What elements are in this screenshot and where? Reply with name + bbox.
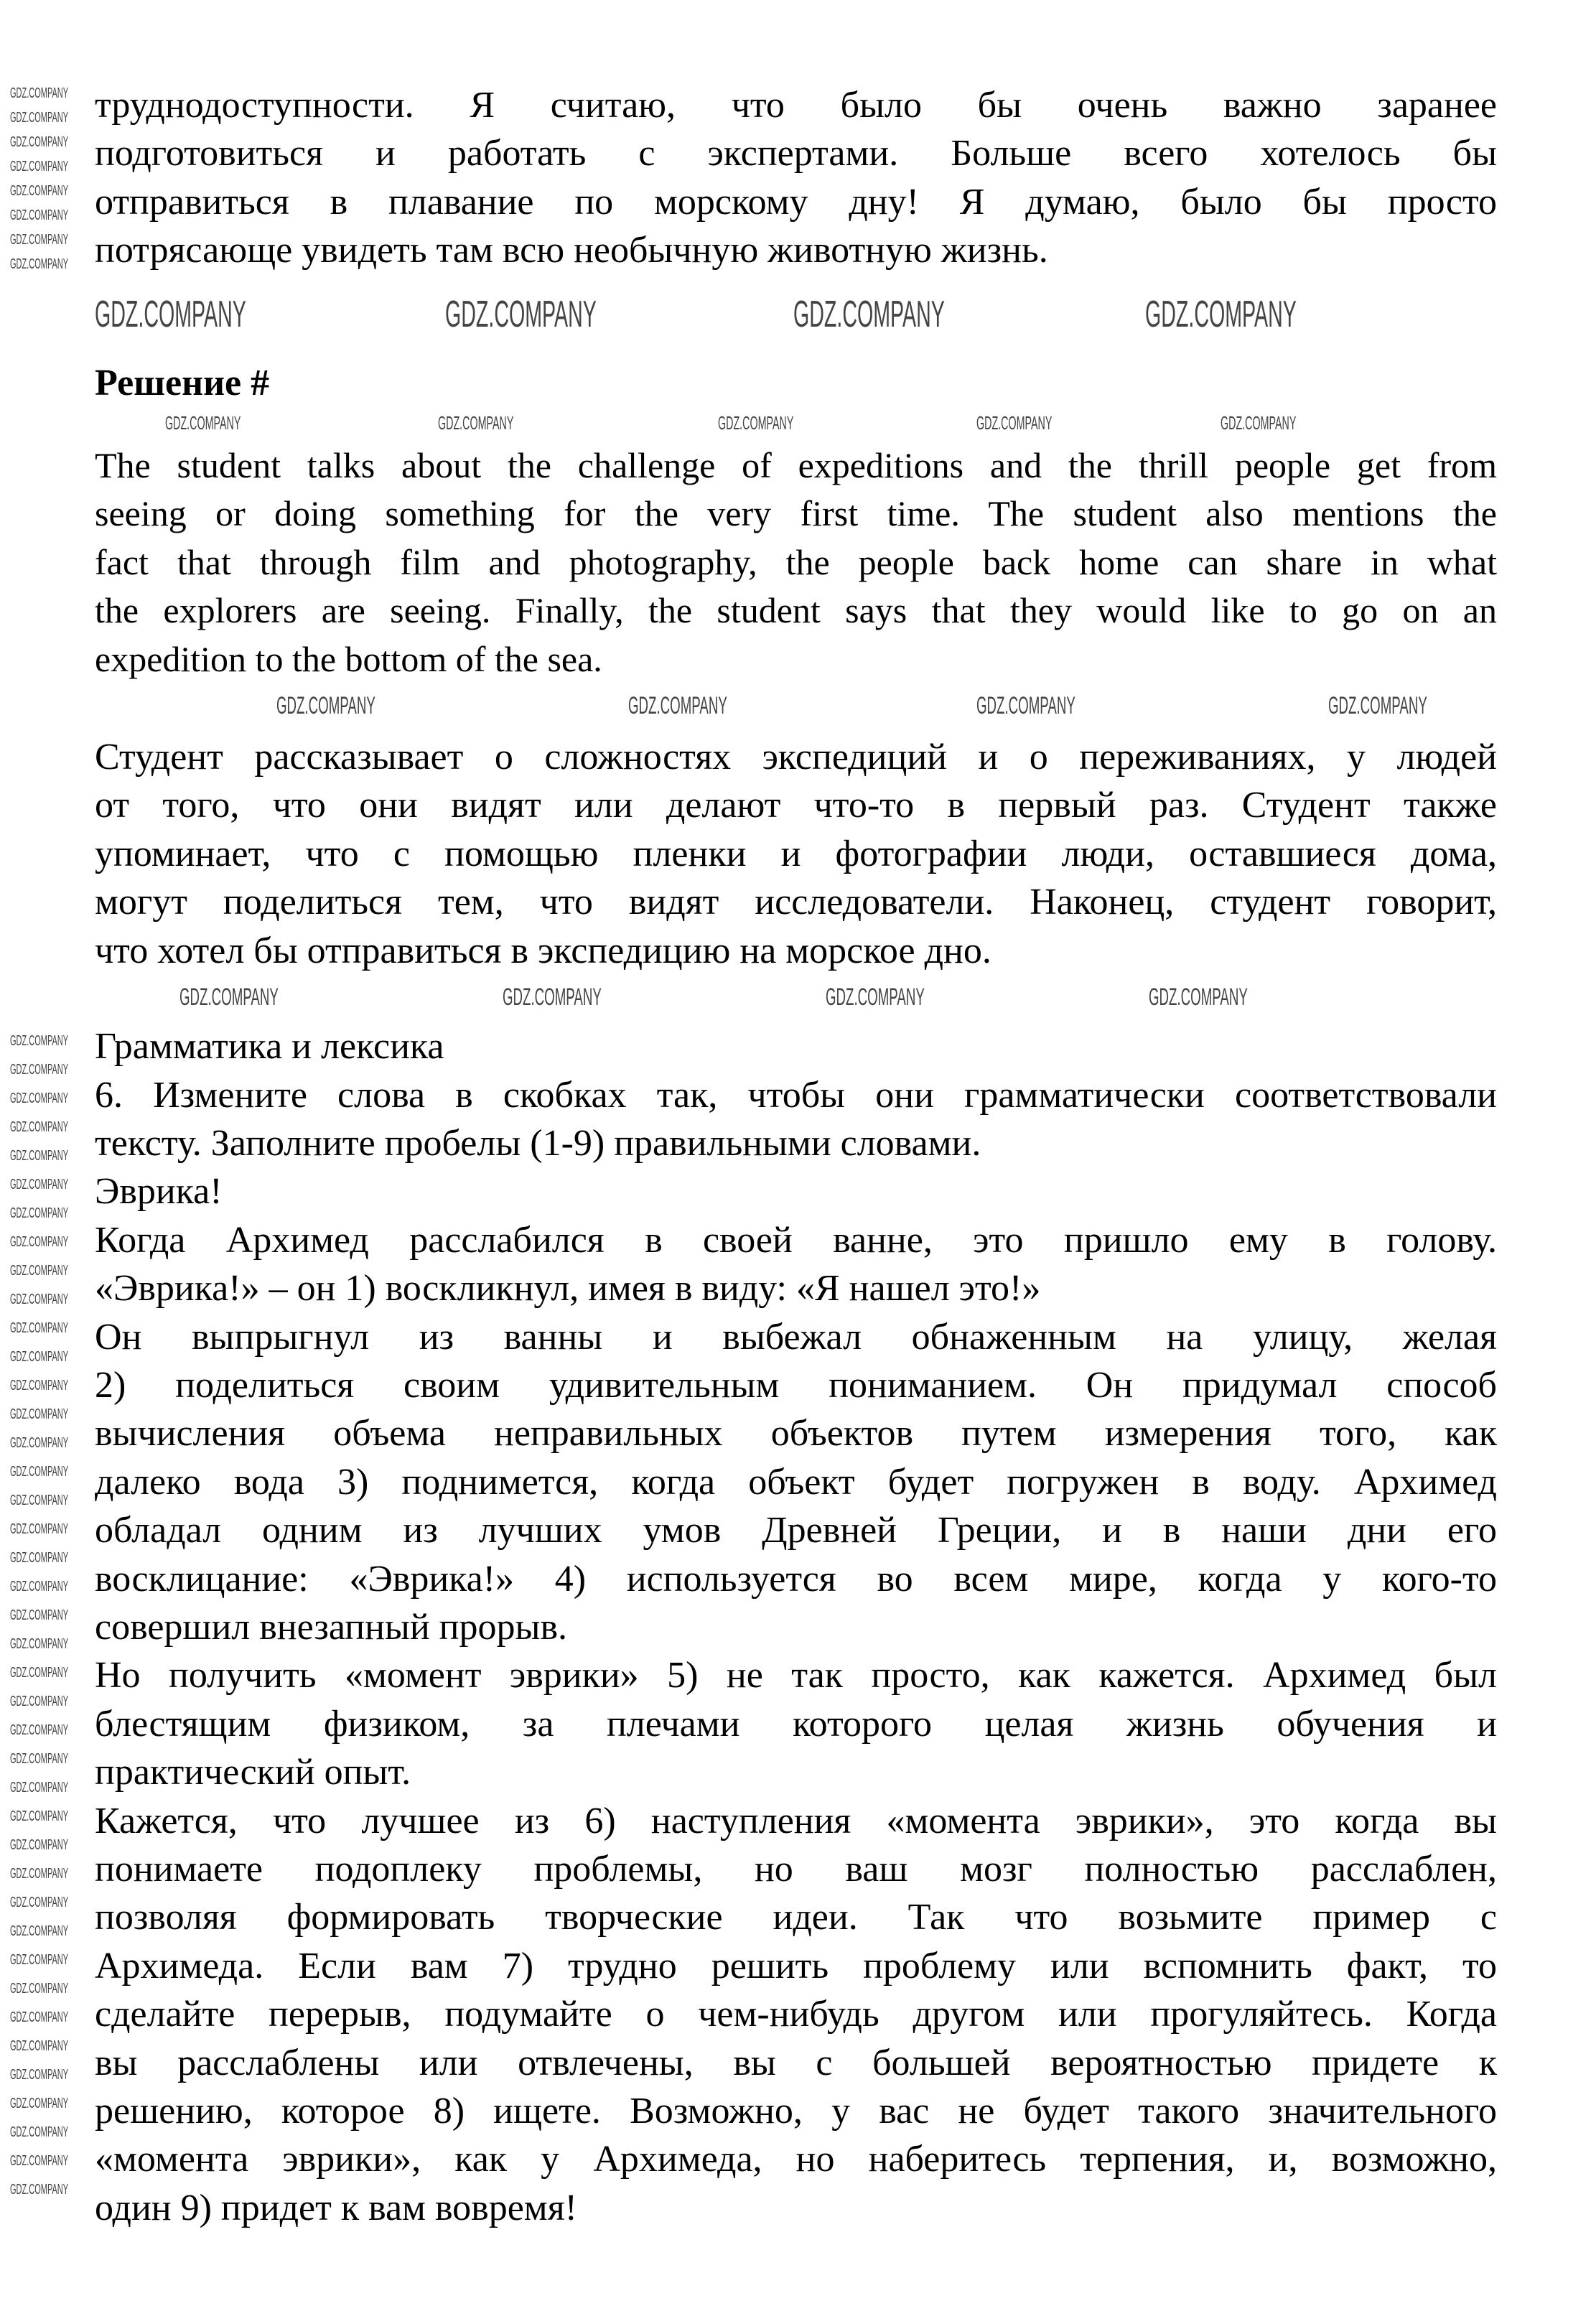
text-line: Но получить «момент эврики» 5) не так просто, как кажется. Архимед был [95, 1655, 1497, 1696]
text-line: Он выпрыгнул из ванны и выбежал обнаженным на улицу, желая [95, 1316, 1497, 1358]
document-page [95, 81, 1497, 2232]
watermark: GDZ.COMPANY [10, 1320, 69, 1336]
text-line: вычисления объема неправильных объектов путем измерения того, как [95, 1413, 1497, 1455]
grammar-section-title: Грамматика и лексика [95, 1026, 444, 1068]
text-line: expedition to the bottom of the sea. [95, 638, 602, 679]
watermark: GDZ.COMPANY [10, 2124, 69, 2140]
watermark: GDZ.COMPANY [10, 2182, 69, 2198]
text-line: от того, что они видят или делают что-то в первый раз. Студент также [95, 785, 1497, 826]
watermark: GDZ.COMPANY [1328, 692, 1427, 719]
watermark: GDZ.COMPANY [10, 1464, 69, 1480]
exercise-text [95, 1071, 1497, 2233]
intro-paragraph [95, 81, 1497, 275]
russian-solution-paragraph [95, 733, 1497, 975]
watermark: GDZ.COMPANY [10, 2038, 69, 2054]
english-solution-paragraph [95, 442, 1497, 683]
watermark: GDZ.COMPANY [10, 1665, 69, 1681]
watermark: GDZ.COMPANY [10, 1349, 69, 1365]
exercise-paragraph [95, 1313, 1497, 1652]
watermark: GDZ.COMPANY [10, 159, 69, 174]
text-line: seeing or doing something for the very first time. The student also mentions the [95, 493, 1497, 534]
exercise-paragraph [95, 1216, 1497, 1313]
text-line: fact that through film and photography, the people back home can share in what [95, 541, 1497, 582]
text-line: понимаете подоплеку проблемы, но ваш мозг полностью расслаблен, [95, 1849, 1497, 1890]
watermark: GDZ.COMPANY [10, 1866, 69, 1882]
watermark: GDZ.COMPANY [10, 1923, 69, 1939]
exercise-paragraph [95, 1797, 1497, 2233]
text-line: подготовиться и работать с экспертами. Больше всего хотелось бы [95, 133, 1497, 174]
text-line: «Эврика!» – он 1) воскликнул, имея в виду: «Я нашел это!» [95, 1268, 1041, 1309]
watermark: GDZ.COMPANY [445, 294, 597, 335]
text-line: совершил внезапный прорыв. [95, 1606, 567, 1648]
text-line: блестящим физиком, за плечами которого целая жизнь обучения и [95, 1703, 1497, 1745]
watermark: GDZ.COMPANY [718, 412, 794, 434]
watermark: GDZ.COMPANY [10, 1722, 69, 1738]
watermark: GDZ.COMPANY [10, 183, 69, 199]
watermark: GDZ.COMPANY [10, 2009, 69, 2025]
watermark: GDZ.COMPANY [10, 1148, 69, 1164]
watermark: GDZ.COMPANY [1145, 294, 1297, 335]
watermark: GDZ.COMPANY [976, 412, 1053, 434]
exercise-paragraph [95, 1651, 1497, 1796]
text-line: Когда Архимед расслабился в своей ванне, это пришло ему в голову. [95, 1219, 1497, 1261]
watermark: GDZ.COMPANY [10, 1406, 69, 1422]
text-line: Эврика! [95, 1171, 223, 1213]
text-line: решению, которое 8) ищете. Возможно, у вас не будет такого значительного [95, 2091, 1497, 2132]
text-line: потрясающе увидеть там всю необычную животную жизнь. [95, 230, 1048, 271]
text-line: далеко вода 3) поднимется, когда объект будет погружен в воду. Архимед [95, 1461, 1497, 1503]
text-line: 6. Измените слова в скобках так, чтобы они грамматически соответствовали [95, 1074, 1497, 1116]
text-line: «момента эврики», как у Архимеда, но наберитесь терпения, и, возможно, [95, 2139, 1497, 2180]
text-line: один 9) придет к вам вовремя! [95, 2187, 577, 2228]
watermark: GDZ.COMPANY [10, 1550, 69, 1566]
text-line: восклицание: «Эврика!» 4) используется во всем мире, когда у кого-то [95, 1558, 1497, 1600]
watermark: GDZ.COMPANY [10, 1694, 69, 1709]
text-line: практический опыт. [95, 1752, 411, 1793]
text-line: вы расслаблены или отвлечены, вы с большей вероятностью придете к [95, 2042, 1497, 2083]
watermark: GDZ.COMPANY [10, 1062, 69, 1078]
watermark: GDZ.COMPANY [10, 1378, 69, 1393]
watermark: GDZ.COMPANY [10, 232, 69, 248]
text-line: тексту. Заполните пробелы (1-9) правильными словами. [95, 1122, 981, 1164]
watermark: GDZ.COMPANY [10, 1579, 69, 1595]
watermark: GDZ.COMPANY [826, 984, 925, 1011]
watermark: GDZ.COMPANY [179, 984, 279, 1011]
text-line: Архимеда. Если вам 7) трудно решить проблему или вспомнить факт, то [95, 1945, 1497, 1986]
text-line: the explorers are seeing. Finally, the student says that they would like to go on an [95, 590, 1497, 631]
watermark: GDZ.COMPANY [10, 1091, 69, 1106]
grammar-section [95, 1022, 1497, 2232]
text-line: обладал одним из лучших умов Древней Греции, и в наши дни его [95, 1510, 1497, 1551]
watermark: GDZ.COMPANY [10, 1292, 69, 1307]
text-line: сделайте перерыв, подумайте о чем-нибудь другом или прогуляйтесь. Когда [95, 1994, 1497, 2035]
watermark: GDZ.COMPANY [10, 1751, 69, 1767]
solution-heading-text: Решение # [95, 362, 270, 403]
watermark: GDZ.COMPANY [10, 1981, 69, 1997]
exercise-title [95, 1167, 1497, 1215]
text-line: труднодоступности. Я считаю, что было бы очень важно заранее [95, 85, 1497, 126]
watermark: GDZ.COMPANY [165, 412, 241, 434]
watermark: GDZ.COMPANY [10, 207, 69, 223]
exercise-instruction [95, 1071, 1497, 1168]
watermark: GDZ.COMPANY [10, 1808, 69, 1824]
text-line: The student talks about the challenge of expeditions and the thrill people get from [95, 445, 1497, 486]
text-line: упоминает, что с помощью пленки и фотографии люди, оставшиеся дома, [95, 833, 1497, 874]
watermark: GDZ.COMPANY [503, 984, 602, 1011]
watermark: GDZ.COMPANY [976, 692, 1075, 719]
watermark: GDZ.COMPANY [10, 1435, 69, 1451]
watermark: GDZ.COMPANY [10, 2096, 69, 2111]
watermark: GDZ.COMPANY [1149, 984, 1248, 1011]
watermark: GDZ.COMPANY [10, 1607, 69, 1623]
watermark: GDZ.COMPANY [1221, 412, 1297, 434]
watermark: GDZ.COMPANY [10, 85, 69, 101]
watermark: GDZ.COMPANY [10, 1177, 69, 1192]
text-line: позволяя формировать творческие идеи. Так что возьмите пример с [95, 1897, 1497, 1938]
watermark: GDZ.COMPANY [10, 1952, 69, 1968]
text-line: отправиться в плавание по морскому дну! Я думаю, было бы просто [95, 181, 1497, 223]
watermark: GDZ.COMPANY [10, 1636, 69, 1652]
text-line: 2) поделиться своим удивительным пониманием. Он придумал способ [95, 1364, 1497, 1406]
text-line: Студент рассказывает о сложностях экспедиций и о переживаниях, у людей [95, 737, 1497, 778]
text-line: Кажется, что лучшее из 6) наступления «момента эврики», это когда вы [95, 1800, 1497, 1841]
solution-heading [95, 359, 1497, 407]
watermark: GDZ.COMPANY [95, 294, 246, 335]
watermark: GDZ.COMPANY [10, 1493, 69, 1508]
text-line: что хотел бы отправиться в экспедицию на морское дно. [95, 930, 991, 971]
watermark: GDZ.COMPANY [10, 134, 69, 150]
watermark: GDZ.COMPANY [10, 1895, 69, 1910]
watermark: GDZ.COMPANY [10, 1119, 69, 1135]
watermark: GDZ.COMPANY [10, 2153, 69, 2169]
watermark: GDZ.COMPANY [628, 692, 727, 719]
watermark: GDZ.COMPANY [10, 1521, 69, 1537]
watermark: GDZ.COMPANY [10, 1263, 69, 1279]
watermark: GDZ.COMPANY [438, 412, 514, 434]
watermark: GDZ.COMPANY [10, 1205, 69, 1221]
watermark: GDZ.COMPANY [793, 294, 945, 335]
watermark: GDZ.COMPANY [10, 1837, 69, 1853]
watermark: GDZ.COMPANY [10, 1234, 69, 1250]
watermark: GDZ.COMPANY [10, 1780, 69, 1796]
watermark: GDZ.COMPANY [10, 256, 69, 272]
watermark: GDZ.COMPANY [10, 110, 69, 126]
watermark: GDZ.COMPANY [276, 692, 375, 719]
watermark: GDZ.COMPANY [10, 1033, 69, 1049]
text-line: могут поделиться тем, что видят исследователи. Наконец, студент говорит, [95, 882, 1497, 923]
watermark: GDZ.COMPANY [10, 2067, 69, 2083]
